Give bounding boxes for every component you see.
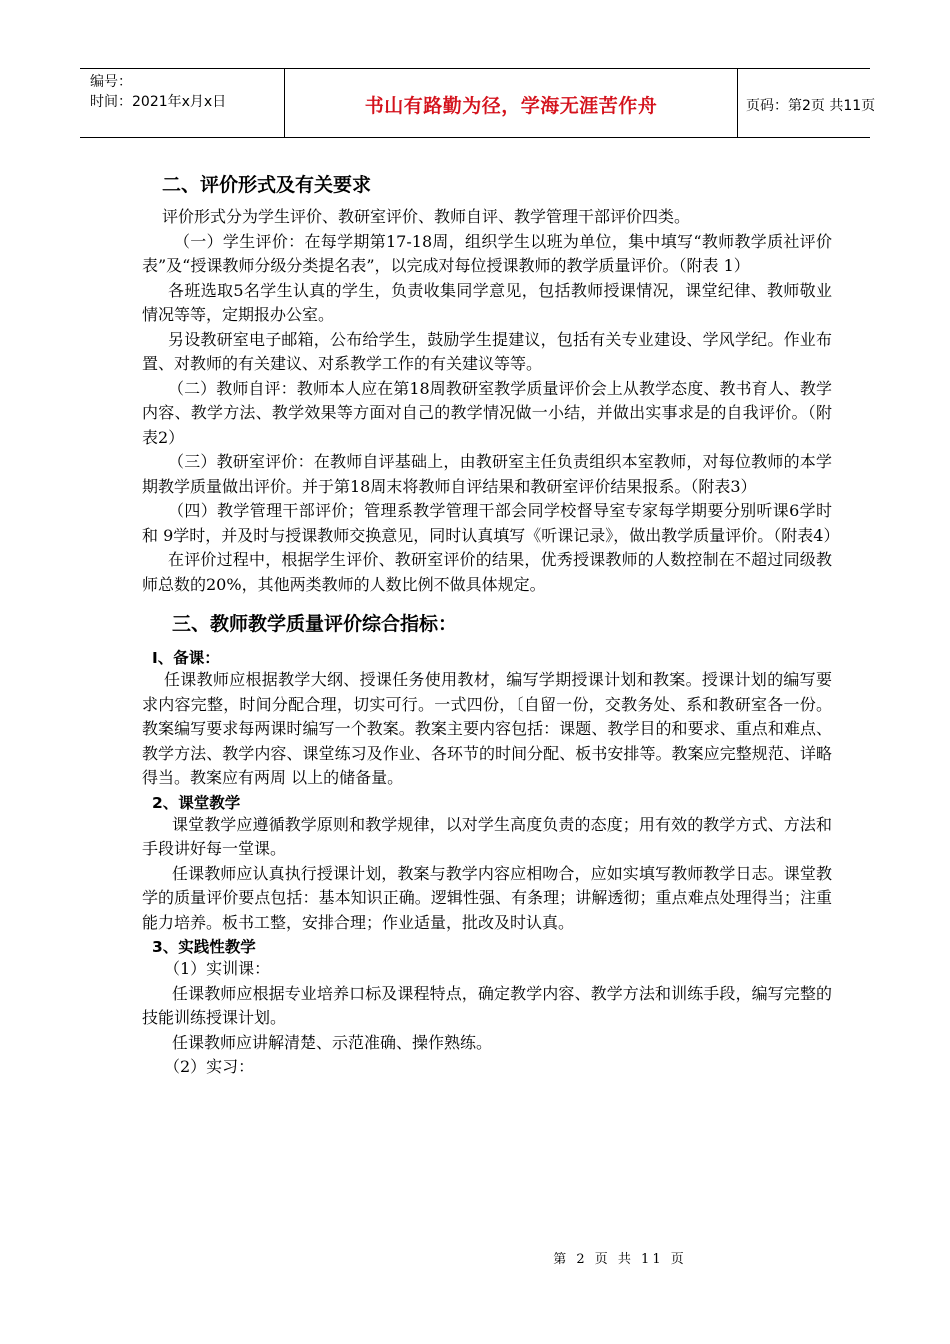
section-2-paragraph: 评价形式分为学生评价、教研室评价、教师自评、教学管理干部评价四类。 [162,207,691,226]
practice-paragraph: 任课教师应讲解清楚、示范准确、操作熟练。 [172,1032,493,1052]
classroom-paragraph: 任课教师应认真执行授课计划，教案与教学内容应相吻合，应如实填写教师教学日志。课堂教学的质量评价要点包括：基本知识正确。逻辑性强、有条理；讲解透彻；重点难点处理得当；注重能力培养。板书工整，安排合理；作业适量，批改及时认真。 [142,863,832,932]
section-2-heading: 二、评价形式及有关要求 [162,174,372,196]
section-2-paragraph: 另设教研室电子邮箱，公布给学生，鼓励学生提建议，包括有关专业建设、学风学纪。作业布置、对教师的有关建议、对系教学工作的有关建议等等。 [142,329,832,373]
header-motto: 书山有路勤为径，学海无涯苦作舟 [364,95,658,117]
document-body [142,170,840,1080]
section-2-paragraph: 各班选取5名学生认真的学生，负责收集同学意见，包括教师授课情况，课堂纪律、教师敬业情况等等，定期报办公室。 [142,280,832,324]
header-motto-cell [284,69,738,137]
practice-paragraph: 任课教师应根据专业培养口标及课程特点，确定教学内容、教学方法和训练手段，编写完整的技能训练授课计划。 [142,983,832,1027]
lesson-prep-paragraph: 任课教师应根据教学大纲、授课任务使用教材，编写学期授课计划和教案。授课计划的编写要求内容完整，时间分配合理，切实可行。一式四份，〔自留一份，交教务处、系和教研室各一份。教案编写要求每两课时编写一个教案。教案主要内容包括：课题、教学目的和要求、重点和难点、教学方法、教学内容、课堂练习及作业、各环节的时间分配、板书安排等。教案应完整规范、详略得当。教案应有两周 以上的储备量。 [142,670,832,787]
subsection-lesson-prep-heading: Ⅰ、备课： [152,649,220,667]
practice-item-label: （1）实训课： [164,959,271,978]
header-page-cell [736,69,876,137]
page-header [80,68,876,138]
header-page-number: 页码：第2页 共11页 [746,98,876,114]
page-footer: 第 2 页 共 11 页 [553,1252,687,1267]
section-2-paragraph: （一）学生评价：在每学期第17-18周，组织学生以班为单位，集中填写“教师教学质社评价表”及“授课教师分级分类提名表”，以完成对每位授课教师的教学质量评价。（附表 1） [142,231,832,275]
section-2-paragraph: 在评价过程中，根据学生评价、教研室评价的结果，优秀授课教师的人数控制在不超过同级教师总数的20%，其他两类教师的人数比例不做具体规定。 [142,550,832,594]
section-3-heading: 三、教师教学质量评价综合指标： [172,613,458,635]
practice-item-label: （2）实习： [164,1057,255,1076]
subsection-practice-heading: 3、实践性教学 [152,938,256,956]
section-2-paragraph: （三）教研室评价：在教师自评基础上，由教研室主任负责组织本室教师，对每位教师的本学期教学质量做出评价。并于第18周末将教师自评结果和教研室评价结果报系。（附表3） [142,452,832,496]
section-2-paragraph: （二）教师自评：教师本人应在第18周教研室教学质量评价会上从教学态度、教书育人、教学内容、教学方法、教学效果等方面对自己的教学情况做一小结，并做出实事求是的自我评价。（附表2） [142,378,832,447]
header-meta [80,69,284,137]
document-code-label: 编号： [90,74,132,90]
subsection-classroom-heading: 2、课堂教学 [152,793,241,812]
section-2-paragraph: （四）教学管理干部评价；管理系教学管理干部会同学校督导室专家每学期要分别听课6学时和 9学时，并及时与授课教师交换意见，同时认真填写《听课记录》，做出教学质量评价。（附表4） [142,501,840,545]
document-date-label: 时间：2021年x月x日 [90,94,227,110]
classroom-paragraph: 课堂教学应遵循教学原则和教学规律，以对学生高度负责的态度；用有效的教学方式、方法和手段讲好每一堂课。 [142,814,832,858]
